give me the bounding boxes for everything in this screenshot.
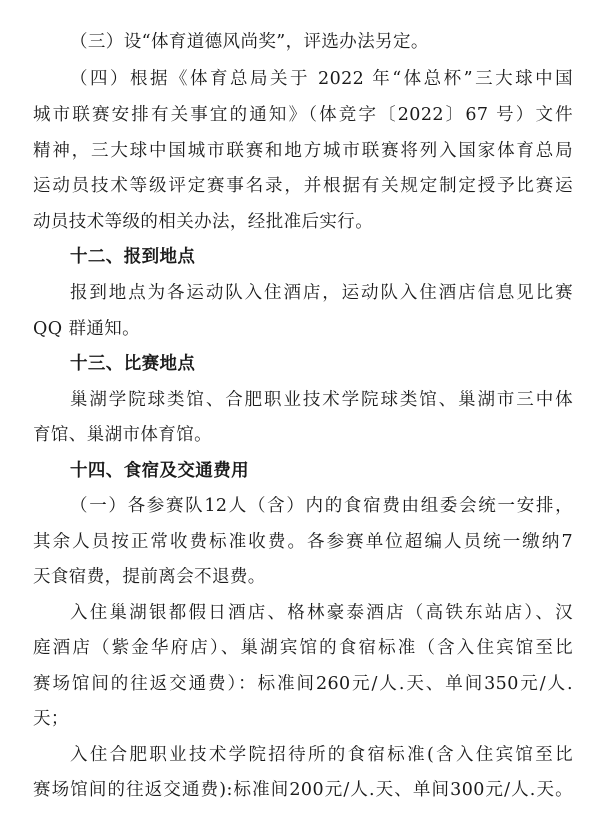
section-14-p1-line-1: （一）各参赛队12人（含）内的食宿费由组委会统一安排， <box>70 496 573 516</box>
section-14-p3-line-2: 赛场馆间的往返交通费):标准间200元/人.天、单间300元/人.天。 <box>33 780 573 800</box>
section-14-p2-line-3: 赛场馆间的往返交通费）：标准间260元/人.天、单间350元/人. <box>33 674 573 694</box>
section-14-p3-line-1: 入住合肥职业技术学院招待所的食宿标准(含入住宾馆至比 <box>70 745 573 765</box>
section-12-line-1: 报到地点为各运动队入住酒店，运动队入住酒店信息见比赛 <box>70 283 573 303</box>
section-12-line-2: QQ 群通知。 <box>33 319 141 339</box>
section-13-line-2: 育馆、巢湖市体育馆。 <box>33 425 212 445</box>
section-14-p1-line-3: 天食宿费，提前离会不退费。 <box>33 567 266 587</box>
section-14-p2-line-1: 入住巢湖银都假日酒店、格林豪泰酒店（高铁东站店）、汉 <box>70 603 573 623</box>
section-14-heading: 十四、食宿及交通费用 <box>70 461 249 481</box>
clause-4-line-5: 动员技术等级的相关办法，经批准后实行。 <box>33 212 374 232</box>
section-13-heading: 十三、比赛地点 <box>70 354 196 374</box>
section-14-p2-line-2: 庭酒店（紫金华府店）、巢湖宾馆的食宿标准（含入住宾馆至比 <box>33 638 573 658</box>
clause-4-line-4: 运动员技术等级评定赛事名录，并根据有关规定制定授予比赛运 <box>33 176 573 196</box>
clause-4-line-2: 城市联赛安排有关事宜的通知》（体竞字〔2022〕67 号）文件 <box>33 105 573 125</box>
section-14-p1-line-2: 其余人员按正常收费标准收费。各参赛单位超编人员统一缴纳7 <box>33 532 573 552</box>
section-14-p2-line-4: 天； <box>33 709 69 729</box>
section-13-line-1: 巢湖学院球类馆、合肥职业技术学院球类馆、巢湖市三中体 <box>70 390 573 410</box>
clause-3-line: （三）设“体育道德风尚奖”，评选办法另定。 <box>70 32 429 52</box>
clause-4-line-3: 精神，三大球中国城市联赛和地方城市联赛将列入国家体育总局 <box>33 141 573 161</box>
section-12-heading: 十二、报到地点 <box>70 247 196 267</box>
clause-4-line-1: （四）根据《体育总局关于 2022 年“体总杯”三大球中国 <box>70 69 573 89</box>
